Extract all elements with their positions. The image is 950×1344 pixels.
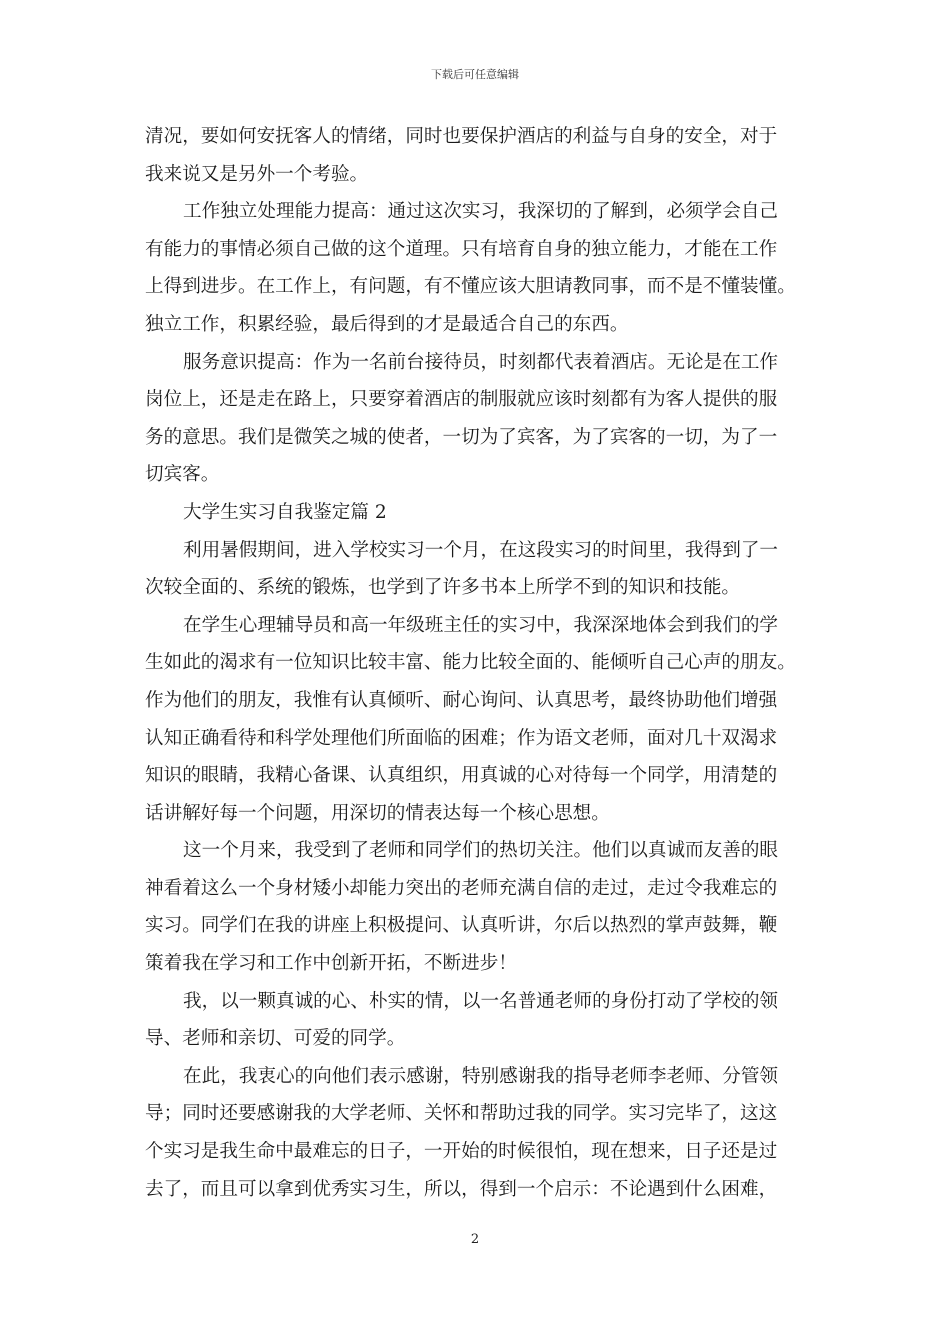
text-line: 神看着这么一个身材矮小却能力突出的老师充满自信的走过，走过令我难忘的 [145, 877, 778, 899]
text-line: 作为他们的朋友，我惟有认真倾听、耐心询问、认真思考，最终协助他们增强 [145, 689, 778, 711]
text-line: 服务意识提高：作为一名前台接待员，时刻都代表着酒店。无论是在工作 [183, 351, 779, 373]
page-number: 2 [470, 1232, 480, 1247]
text-line: 在学生心理辅导员和高一年级班主任的实习中，我深深地体会到我们的学 [183, 614, 779, 636]
text-line: 导；同时还要感谢我的大学老师、关怀和帮助过我的同学。实习完毕了，这这 [145, 1103, 778, 1125]
text-line: 认知正确看待和科学处理他们所面临的困难；作为语文老师，面对几十双渴求 [145, 727, 778, 749]
text-line: 导、老师和亲切、可爱的同学。 [145, 1028, 406, 1050]
text-line: 岗位上，还是走在路上，只要穿着酒店的制服就应该时刻都有为客人提供的服 [145, 389, 778, 411]
text-line: 我来说又是另外一个考验。 [145, 163, 369, 185]
text-line: 清况，要如何安抚客人的情绪，同时也要保护酒店的利益与自身的安全，对于 [145, 126, 778, 147]
text-line: 策着我在学习和工作中创新开拓，不断进步！ [145, 953, 517, 975]
text-line: 务的意思。我们是微笑之城的使者，一切为了宾客，为了宾客的一切，为了一 [145, 426, 778, 448]
text-line: 在此，我衷心的向他们表示感谢，特别感谢我的指导老师李老师、分管领 [183, 1065, 779, 1087]
text-line: 次较全面的、系统的锻炼，也学到了许多书本上所学不到的知识和技能。 [145, 577, 741, 599]
section-heading: 大学生实习自我鉴定篇 2 [183, 501, 387, 523]
text-line: 切宾客。 [145, 464, 220, 486]
text-line: 话讲解好每一个问题，用深切的情表达每一个核心思想。 [145, 802, 610, 824]
text-line: 我，以一颗真诚的心、朴实的情，以一名普通老师的身份打动了学校的领 [183, 990, 779, 1012]
text-line: 这一个月来，我受到了老师和同学们的热切关注。他们以真诚而友善的眼 [183, 840, 779, 862]
text-line: 知识的眼睛，我精心备课、认真组织，用真诚的心对待每一个同学，用清楚的 [145, 765, 778, 787]
text-line: 有能力的事情必须自己做的这个道理。只有培育自身的独立能力，才能在工作 [145, 238, 778, 260]
text-line: 去了，而且可以拿到优秀实习生，所以，得到一个启示：不论遇到什么困难， [145, 1178, 778, 1200]
document-body [145, 118, 805, 1208]
header-note: 下载后可任意编辑 [431, 68, 519, 81]
text-line: 工作独立处理能力提高：通过这次实习，我深切的了解到，必须学会自己 [183, 201, 779, 223]
text-line: 生如此的渴求有一位知识比较丰富、能力比较全面的、能倾听自己心声的朋友。 [145, 652, 796, 674]
text-line: 利用暑假期间，进入学校实习一个月，在这段实习的时间里，我得到了一 [183, 539, 779, 561]
text-line: 实习。同学们在我的讲座上积极提问、认真听讲，尔后以热烈的掌声鼓舞，鞭 [145, 915, 778, 937]
text-line: 独立工作，积累经验，最后得到的才是最适合自己的东西。 [145, 313, 629, 335]
text-line: 上得到进步。在工作上，有问题，有不懂应该大胆请教同事，而不是不懂装懂。 [145, 276, 796, 298]
text-line: 个实习是我生命中最难忘的日子，一开始的时候很怕，现在想来，日子还是过 [145, 1141, 778, 1163]
